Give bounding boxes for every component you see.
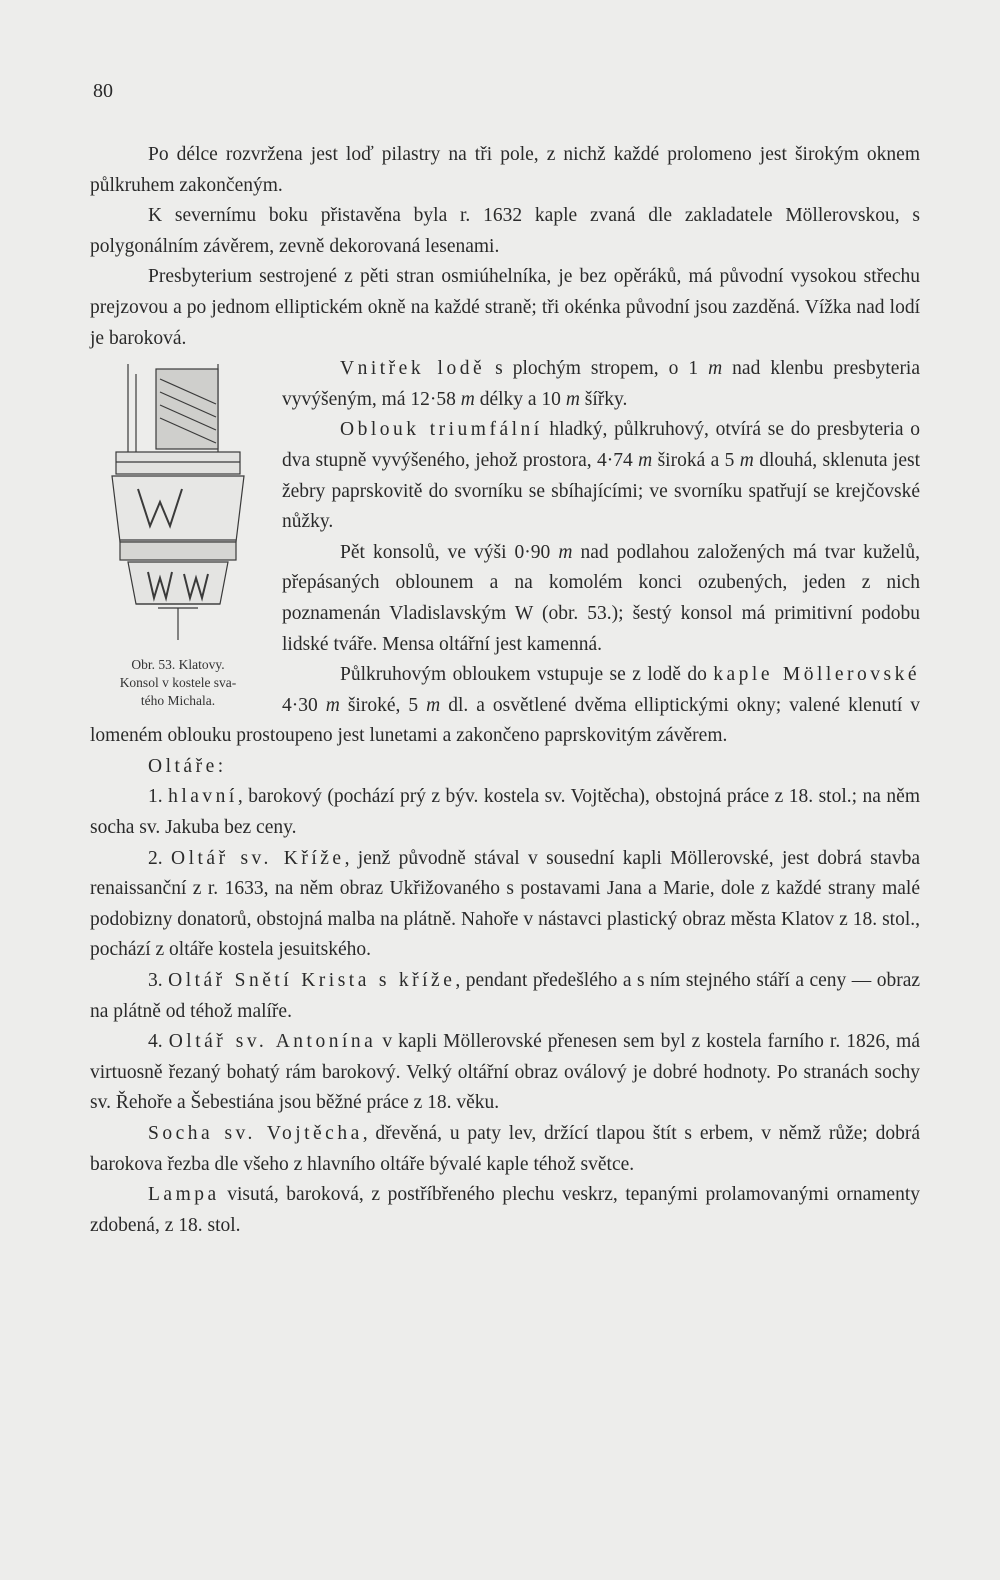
paragraph: Pět konsolů, ve výši 0·90 m nad podlahou založených má tvar kuželů, přepásaných oblounem a na komolém konci ozubených, jeden z nich poznamenán Vladislavským W (obr. 53.); šestý konsol má primitivní podobu lidské tváře. Mensa oltářní jest kamenná. <box>282 541 920 655</box>
paragraph: Presbyterium sestrojené z pěti stran osmiúhelníka, je bez opěráků, má původní vysokou střechu prejzovou a po jednom elliptickém okně na každé straně; tři okénka původní jsou zazděná. Vížka nad lodí je baroková. <box>90 266 920 349</box>
figure-53 <box>88 354 268 710</box>
paragraph: Po délce rozvržena jest loď pilastry na tři pole, z nichž každé prolomeno jest širokým oknem půlkruhem zakončeným. <box>90 144 920 196</box>
paragraph: Půlkruhovým obloukem vstupuje se z lodě do kaple Möllerovské 4·30 m široké, 5 m dl. a osvětlené dvěma elliptickými okny; valené klenutí v lomeném oblouku prostoupeno jest lunetami a zakončeno paprskovitým závěrem. <box>90 664 921 747</box>
paragraph: Socha sv. Vojtěcha, dřevěná, u paty lev, držící tlapou štít s erbem, v němž růže; dobrá barokova řezba dle všeho z hlavního oltáře bývalé kaple téhož světce. <box>90 1123 921 1175</box>
page-number: 80 <box>93 80 113 102</box>
paragraph: Vnitřek lodě s plochým stropem, o 1 m nad klenbu presbyteria vyvýšeným, má 12·58 m délky a 10 m šířky. <box>282 358 921 410</box>
figure-caption: Obr. 53. Klatovy. Konsol v kostele sva- tého Michala. <box>119 657 237 709</box>
main-text <box>90 140 920 1241</box>
paragraph: Oblouk triumfální hladký, půlkruhový, otvírá se do presbyteria o dva stupně vyvýšeného, jehož prostora, 4·74 m široká a 5 m dlouhá, sklenuta jest žebry paprskovitě do svorníku se sbíhajícími; ve svorníku spatřují se krejčovské nůžky. <box>282 419 921 533</box>
paragraph: K severnímu boku přistavěna byla r. 1632 kaple zvaná dle zakladatele Möllerovskou, s polygonálním závěrem, zevně dekorovaná lesenami. <box>90 205 920 257</box>
paragraph: Lampa visutá, baroková, z postříbřeného plechu veskrz, tepanými prolamovanými ornamenty zdobená, z 18. stol. <box>90 1184 920 1236</box>
paragraph: Oltáře: <box>148 755 227 777</box>
paragraph: 1. hlavní, barokový (pochází prý z býv. kostela sv. Vojtěcha), obstojná práce z 18. stol.; na něm socha sv. Jakuba bez ceny. <box>90 786 920 839</box>
paragraph: 2. Oltář sv. Kříže, jenž původně stával v sousední kapli Möllerovské, jest dobrá stavba renaissanční z r. 1633, na něm obraz Ukřižovaného s postavami Jana a Marie, dole z každé strany malé podobizny donatorů, obstojná malba na plátně. Nahoře v nástavci plastický obraz města Klatov z 18. stol., pochází z oltáře kostela jesuitského. <box>90 847 920 961</box>
console-illustration <box>98 364 258 642</box>
paragraph: 4. Oltář sv. Antonína v kapli Möllerovské přenesen sem byl z kostela farního r. 1826, má virtuosně řezaný bohatý rám barokový. Velký oltářní obraz oválový je dobré hodnoty. Po stranách sochy sv. Řehoře a Šebestiána jsou běžné práce z 18. věku. <box>90 1031 921 1114</box>
paragraph: 3. Oltář Snětí Krista s kříže, pendant předešlého a s ním stejného stáří a ceny — obraz na plátně od téhož malíře. <box>90 970 920 1022</box>
